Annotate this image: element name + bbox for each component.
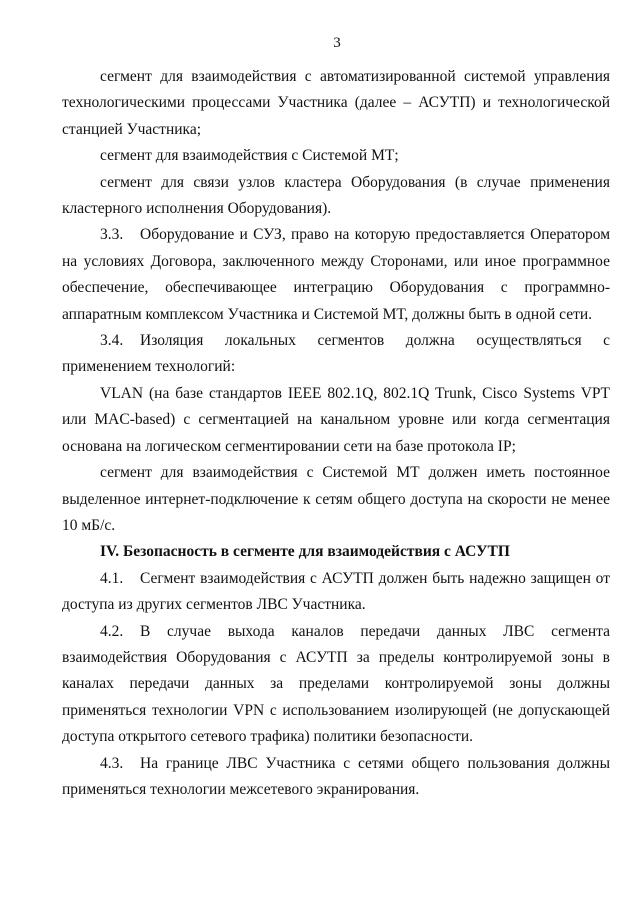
paragraph-text: VLAN (на базе стандартов IEEE 802.1Q, 802.1Q Trunk, Cisco Systems VPT или MAC-based) с сегментацией на канальном уровне или когда сегментация основана на логическом сегментировании сети на базе протокола IP; bbox=[62, 384, 610, 455]
clause-number: 4.3. bbox=[100, 754, 124, 772]
page-number: 3 bbox=[333, 35, 341, 51]
clause-number: 3.4. bbox=[100, 332, 124, 350]
section-heading: IV. Безопасность в сегменте для взаимодействия с АСУТП bbox=[100, 543, 510, 561]
clause-number: 3.3. bbox=[100, 226, 124, 244]
paragraph-3-4 bbox=[62, 328, 610, 381]
paragraph-text: Сегмент взаимодействия с АСУТП должен быть надежно защищен от доступа из других сегментов ЛВС Участника. bbox=[62, 569, 610, 614]
document-body bbox=[62, 64, 610, 803]
paragraph-text: В случае выхода каналов передачи данных ЛВС сегмента взаимодействия Оборудования с АСУТП за пределы контролируемой зоны в каналах передачи данных за пределами контролируемой зоны должны применяться технологии VPN с использованием изолирующей (не допускающей доступа открытого сетевого трафика) политики безопасности. bbox=[62, 622, 610, 746]
paragraph-4-3 bbox=[62, 751, 610, 804]
paragraph-text: сегмент для связи узлов кластера Оборудования (в случае применения кластерного исполнения Оборудования). bbox=[62, 173, 610, 218]
paragraph-4-1 bbox=[62, 566, 610, 619]
paragraph-text: сегмент для взаимодействия с автоматизированной системой управления технологическими процессами Участника (далее – АСУТП) и технологической станцией Участника; bbox=[62, 68, 610, 138]
paragraph-text: На границе ЛВС Участника с сетями общего пользования должны применяться технологии межсетевого экранирования. bbox=[62, 754, 610, 798]
paragraph-internet bbox=[62, 460, 610, 539]
paragraph-segment-cluster bbox=[62, 170, 610, 223]
paragraph-text: Изоляция локальных сегментов должна осуществляться с применением технологий: bbox=[62, 332, 610, 376]
paragraph-4-2 bbox=[62, 619, 610, 751]
paragraph-segment-mt bbox=[62, 143, 610, 169]
paragraph-vlan bbox=[62, 381, 610, 460]
clause-number: 4.2. bbox=[100, 622, 124, 640]
paragraph-3-3 bbox=[62, 222, 610, 328]
paragraph-text: сегмент для взаимодействия с Системой МТ должен иметь постоянное выделенное интернет-подключение к сетям общего доступа на скорости не менее 10 мБ/с. bbox=[62, 464, 610, 534]
paragraph-text: Оборудование и СУЗ, право на которую предоставляется Оператором на условиях Договора, заключенного между Сторонами, или иное программное обеспечение, обеспечивающее интеграцию Оборудования с программно-аппаратным комплексом Участника и Системой МТ, должны быть в одной сети. bbox=[62, 226, 610, 323]
clause-number: 4.1. bbox=[100, 569, 124, 587]
paragraph-segment-asutp bbox=[62, 64, 610, 143]
paragraph-text: сегмент для взаимодействия с Системой МТ; bbox=[100, 147, 399, 165]
